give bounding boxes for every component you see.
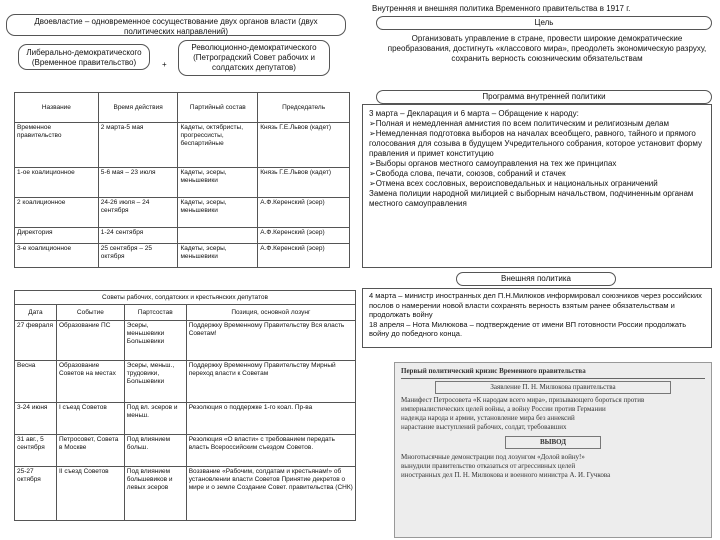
government-table	[14, 92, 350, 268]
table-cell: Петросовет, Совета в Москве	[56, 435, 124, 467]
list-item-text: Свобода слова, печати, союзов, собраний и стачек	[375, 169, 566, 178]
domestic-policy-label: Программа внутренней политики	[376, 90, 712, 104]
arrow-bullet-icon: ➢	[369, 159, 376, 168]
list-item	[369, 179, 705, 189]
table-cell: 5-6 мая – 23 июля	[98, 168, 178, 198]
table-cell: 1-24 сентября	[98, 228, 178, 244]
table-row	[15, 168, 350, 198]
table-row	[15, 244, 350, 268]
list-item	[369, 129, 705, 159]
table-cell: Кадеты, эсеры, меньшевики	[178, 168, 258, 198]
foreign-policy-box	[362, 288, 712, 348]
arrow-bullet-icon: ➢	[369, 119, 376, 128]
page-title: Внутренняя и внешняя политика Временного правительства в 1917 г.	[372, 4, 631, 13]
list-item	[369, 169, 705, 179]
soviets-table-header	[15, 305, 356, 321]
crisis-scan-image	[394, 362, 712, 538]
scan-conclusion-3: иностранных дел П. Н. Милюкова и военного министра А. И. Гучкова	[401, 471, 611, 479]
domestic-policy-box	[362, 104, 712, 268]
header-position: Позиция, основной лозунг	[186, 305, 355, 321]
header-party: Партсостав	[124, 305, 186, 321]
foreign-policy-text-1: 4 марта – министр иностранных дел П.Н.Милюков информировал союзников через российских послов о намерении новой власти сохранять верность взятым ранее обязательствам и продолжать войну	[369, 291, 702, 319]
table-cell: 31 авг., 5 сентября	[15, 435, 57, 467]
table-row	[15, 228, 350, 244]
foreign-policy-label: Внешняя политика	[456, 272, 616, 286]
table-cell: Поддержку Временному Правительству Мирный переход власти к Советам	[186, 361, 355, 403]
table-cell: 3-24 июня	[15, 403, 57, 435]
header-party: Партийный состав	[178, 93, 258, 123]
table-cell: Эсеры, меньш., трудовики, Большевики	[124, 361, 186, 403]
table-cell: Кадеты, эсеры, меньшевики	[178, 198, 258, 228]
list-item-text: Выборы органов местного самоуправления на тех же принципах	[375, 159, 617, 168]
table-cell: 25-27 октября	[15, 467, 57, 521]
dvoevlastie-definition-text: Двоевластие – одновременное сосуществование двух органов власти (двух политических направлений)	[34, 17, 318, 36]
table-cell: Директория	[15, 228, 99, 244]
table-cell: А.Ф.Керенский (эсер)	[258, 198, 350, 228]
revolutionary-democratic-text: Революционно-демократического (Петроградский Совет рабочих и солдатских депутатов)	[191, 43, 317, 72]
table-cell: 1-ое коалиционное	[15, 168, 99, 198]
table-cell: 3-е коалиционное	[15, 244, 99, 268]
list-item-text: Полная и немедленная амнистия по всем политическим и религиозным делам	[375, 119, 670, 128]
table-cell: I съезд Советов	[56, 403, 124, 435]
table-cell: Поддержку Временному Правительству Вся власть Советам!	[186, 321, 355, 361]
liberal-democratic-text: Либерально-демократического (Временное правительство)	[26, 48, 142, 67]
table-cell: 2 марта-5 мая	[98, 123, 178, 168]
domestic-intro: 3 марта – Декларация и 6 марта – Обращение к народу:	[369, 109, 579, 118]
foreign-policy-text-2: 18 апреля – Нота Милюкова – подтверждение от имени ВП готовности России продолжать войну до победного конца.	[369, 319, 687, 338]
table-row	[15, 321, 356, 361]
table-cell: Князь Г.Е.Львов (кадет)	[258, 168, 350, 198]
scan-conclusion-1: Многотысячные демонстрации под лозунгом «Долой войну!»	[401, 453, 585, 461]
revolutionary-democratic-box	[178, 40, 330, 76]
arrow-bullet-icon: ➢	[369, 129, 376, 138]
goal-text: Организовать управление в стране, провести широкие демократические преобразования, достигнуть «классового мира», преодолеть экономическую разруху, сохранить верность союзническим обязательствам	[387, 34, 707, 63]
table-cell: А.Ф.Керенский (эсер)	[258, 228, 350, 244]
table-cell: Под вл. эсеров и меньш.	[124, 403, 186, 435]
scan-subtitle: Заявление П. Н. Милюкова правительства	[435, 381, 671, 394]
table-cell: Воззвание «Рабочим, солдатам и крестьянам!» об установлении власти Советов Принятие декретов о мире и о земле Создание Совет. правительства (СНК)	[186, 467, 355, 521]
arrow-bullet-icon: ➢	[369, 179, 376, 188]
scan-divider	[401, 378, 705, 379]
scan-line-3: нарастание выступлений рабочих, солдат, требовавших	[401, 423, 567, 431]
table-row	[15, 435, 356, 467]
soviets-table	[14, 290, 356, 521]
soviets-table-caption: Советы рабочих, солдатских и крестьянских депутатов	[15, 291, 356, 305]
goal-label: Цель	[376, 16, 712, 30]
table-cell: Резолюция «О власти» с требованием передать власть Всероссийским съездом Советов.	[186, 435, 355, 467]
list-item	[369, 119, 705, 129]
table-row	[15, 361, 356, 403]
dvoevlastie-definition	[6, 14, 346, 36]
table-cell: Под влиянием больш.	[124, 435, 186, 467]
header-name: Название	[15, 93, 99, 123]
arrow-bullet-icon: ➢	[369, 169, 376, 178]
table-cell: 2 коалиционное	[15, 198, 99, 228]
scan-title: Первый политический кризис Временного правительства	[401, 367, 586, 375]
table-row	[15, 467, 356, 521]
table-cell: Весна	[15, 361, 57, 403]
table-cell: 24-26 июля – 24 сентября	[98, 198, 178, 228]
table-cell: А.Ф.Керенский (эсер)	[258, 244, 350, 268]
table-cell: Образование ПС	[56, 321, 124, 361]
list-item-text: Немедленная подготовка выборов на началах всеобщего, равного, тайного и прямого голосования для созыва в будущем Учредительного собрания, которое установит форму правления и примет конституцию	[369, 129, 702, 158]
table-cell: Князь Г.Е.Львов (кадет)	[258, 123, 350, 168]
header-date: Дата	[15, 305, 57, 321]
table-row	[15, 198, 350, 228]
plus-sign: +	[162, 60, 167, 69]
table-cell: Эсеры, меньшевики Большевики	[124, 321, 186, 361]
list-item	[369, 189, 705, 209]
government-table-header	[15, 93, 350, 123]
list-item-text: Отмена всех сословных, вероисповедальных и национальных ограничений	[375, 179, 658, 188]
scan-line-1: Манифест Петросовета «К народам всего мира», призывающего бороться против империалистических целей войны, а войну России против Германии	[401, 396, 645, 413]
table-cell	[178, 228, 258, 244]
table-cell: II съезд Советов	[56, 467, 124, 521]
list-item	[369, 159, 705, 169]
header-event: Событие	[56, 305, 124, 321]
liberal-democratic-box	[18, 44, 150, 70]
table-cell: Кадеты, октябристы, прогрессисты, беспартийные	[178, 123, 258, 168]
table-cell: Резолюция о поддержке 1-го коал. Пр-ва	[186, 403, 355, 435]
table-row	[15, 123, 350, 168]
list-item-text: Замена полиции народной милицией с выборным начальством, подчиненным органам местного самоуправления	[369, 189, 694, 208]
table-cell: 27 февраля	[15, 321, 57, 361]
scan-line-2: надежда народа и армии, установление мира без аннексий	[401, 414, 575, 422]
table-cell: Образование Советов на местах	[56, 361, 124, 403]
scan-conclusion-2: вынудили правительство отказаться от агрессивных целей	[401, 462, 576, 470]
scan-vyvod: ВЫВОД	[505, 436, 601, 449]
header-chairman: Председатель	[258, 93, 350, 123]
table-row	[15, 403, 356, 435]
table-cell: Временное правительство	[15, 123, 99, 168]
table-cell: Кадеты, эсеры, меньшевики	[178, 244, 258, 268]
table-cell: 25 сентября – 25 октября	[98, 244, 178, 268]
table-cell: Под влиянием большевиков и левых эсеров	[124, 467, 186, 521]
header-period: Время действия	[98, 93, 178, 123]
soviets-table-caption-row	[15, 291, 356, 305]
